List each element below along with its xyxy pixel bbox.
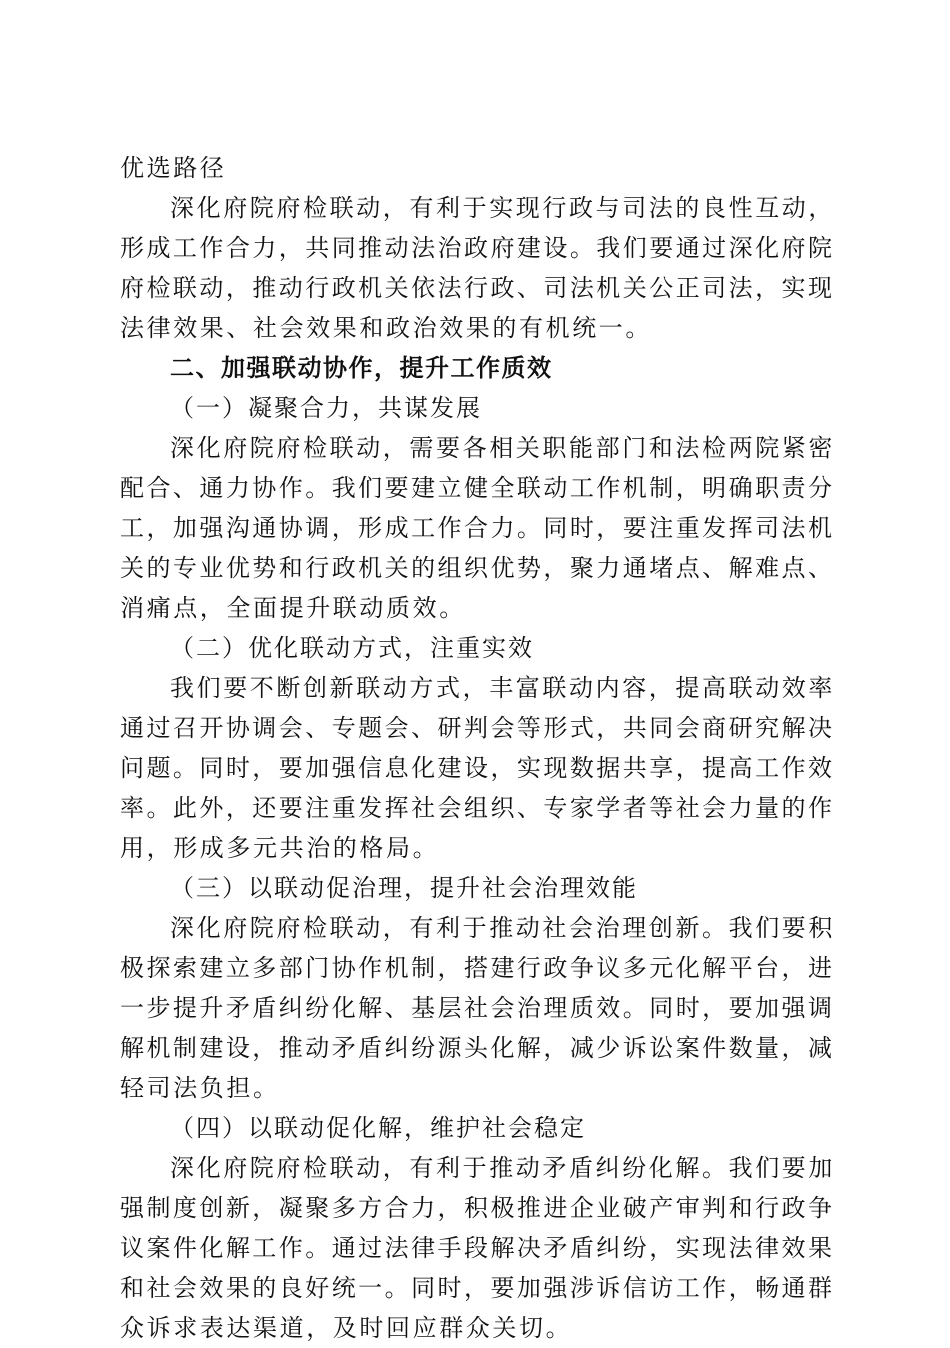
text-line: 众诉求表达渠道，及时回应群众关切。 [120, 1314, 573, 1342]
text-line: 法律效果、社会效果和政治效果的有机统一。 [120, 314, 652, 342]
paragraph-first-line: 深化府院府检联动，需要各相关职能部门和法检两院紧密 [170, 434, 835, 462]
text-line: 形成工作合力，共同推动法治政府建设。我们要通过深化府院 [120, 234, 832, 262]
text-line: 强制度创新，凝聚多方合力，积极推进企业破产审判和行政争 [120, 1194, 832, 1222]
text-line: 府检联动，推动行政机关依法行政、司法机关公正司法，实现 [120, 274, 832, 302]
text-line: 配合、通力协作。我们要建立健全联动工作机制，明确职责分 [120, 474, 832, 502]
text-line: 工，加强沟通协调，形成工作合力。同时，要注重发挥司法机 [120, 514, 832, 542]
document-page [120, 148, 835, 1348]
text-line: 优选路径 [120, 154, 227, 182]
text-line: 极探索建立多部门协作机制，搭建行政争议多元化解平台，进 [120, 954, 832, 982]
text-line: 轻司法负担。 [120, 1074, 280, 1102]
subsection-heading: （一）凝聚合力，共谋发展 [170, 394, 482, 422]
text-line: 通过召开协调会、专题会、研判会等形式，共同会商研究解决 [120, 714, 832, 742]
subsection-heading: （四）以联动促化解，维护社会稳定 [170, 1114, 586, 1142]
subsection-heading: （三）以联动促治理，提升社会治理效能 [170, 874, 638, 902]
text-line: 和社会效果的良好统一。同时，要加强涉诉信访工作，畅通群 [120, 1274, 832, 1302]
text-line: 消痛点，全面提升联动质效。 [120, 594, 466, 622]
section-heading: 二、加强联动协作，提升工作质效 [170, 353, 553, 382]
paragraph-first-line: 深化府院府检联动，有利于实现行政与司法的良性互动， [170, 194, 835, 222]
text-line: 率。此外，还要注重发挥社会组织、专家学者等社会力量的作 [120, 794, 832, 822]
text-line: 关的专业优势和行政机关的组织优势，聚力通堵点、解难点、 [120, 554, 832, 582]
text-line: 用，形成多元共治的格局。 [120, 834, 440, 862]
text-line: 解机制建设，推动矛盾纠纷源头化解，减少诉讼案件数量，减 [120, 1034, 832, 1062]
paragraph-first-line: 深化府院府检联动，有利于推动社会治理创新。我们要积 [170, 914, 835, 942]
text-line: 一步提升矛盾纠纷化解、基层社会治理质效。同时，要加强调 [120, 994, 832, 1022]
subsection-heading: （二）优化联动方式，注重实效 [170, 634, 534, 662]
paragraph-first-line: 我们要不断创新联动方式，丰富联动内容，提高联动效率 [170, 674, 835, 702]
paragraph-first-line: 深化府院府检联动，有利于推动矛盾纠纷化解。我们要加 [170, 1154, 835, 1182]
text-line: 问题。同时，要加强信息化建设，实现数据共享，提高工作效 [120, 754, 832, 782]
text-line: 议案件化解工作。通过法律手段解决矛盾纠纷，实现法律效果 [120, 1234, 832, 1262]
